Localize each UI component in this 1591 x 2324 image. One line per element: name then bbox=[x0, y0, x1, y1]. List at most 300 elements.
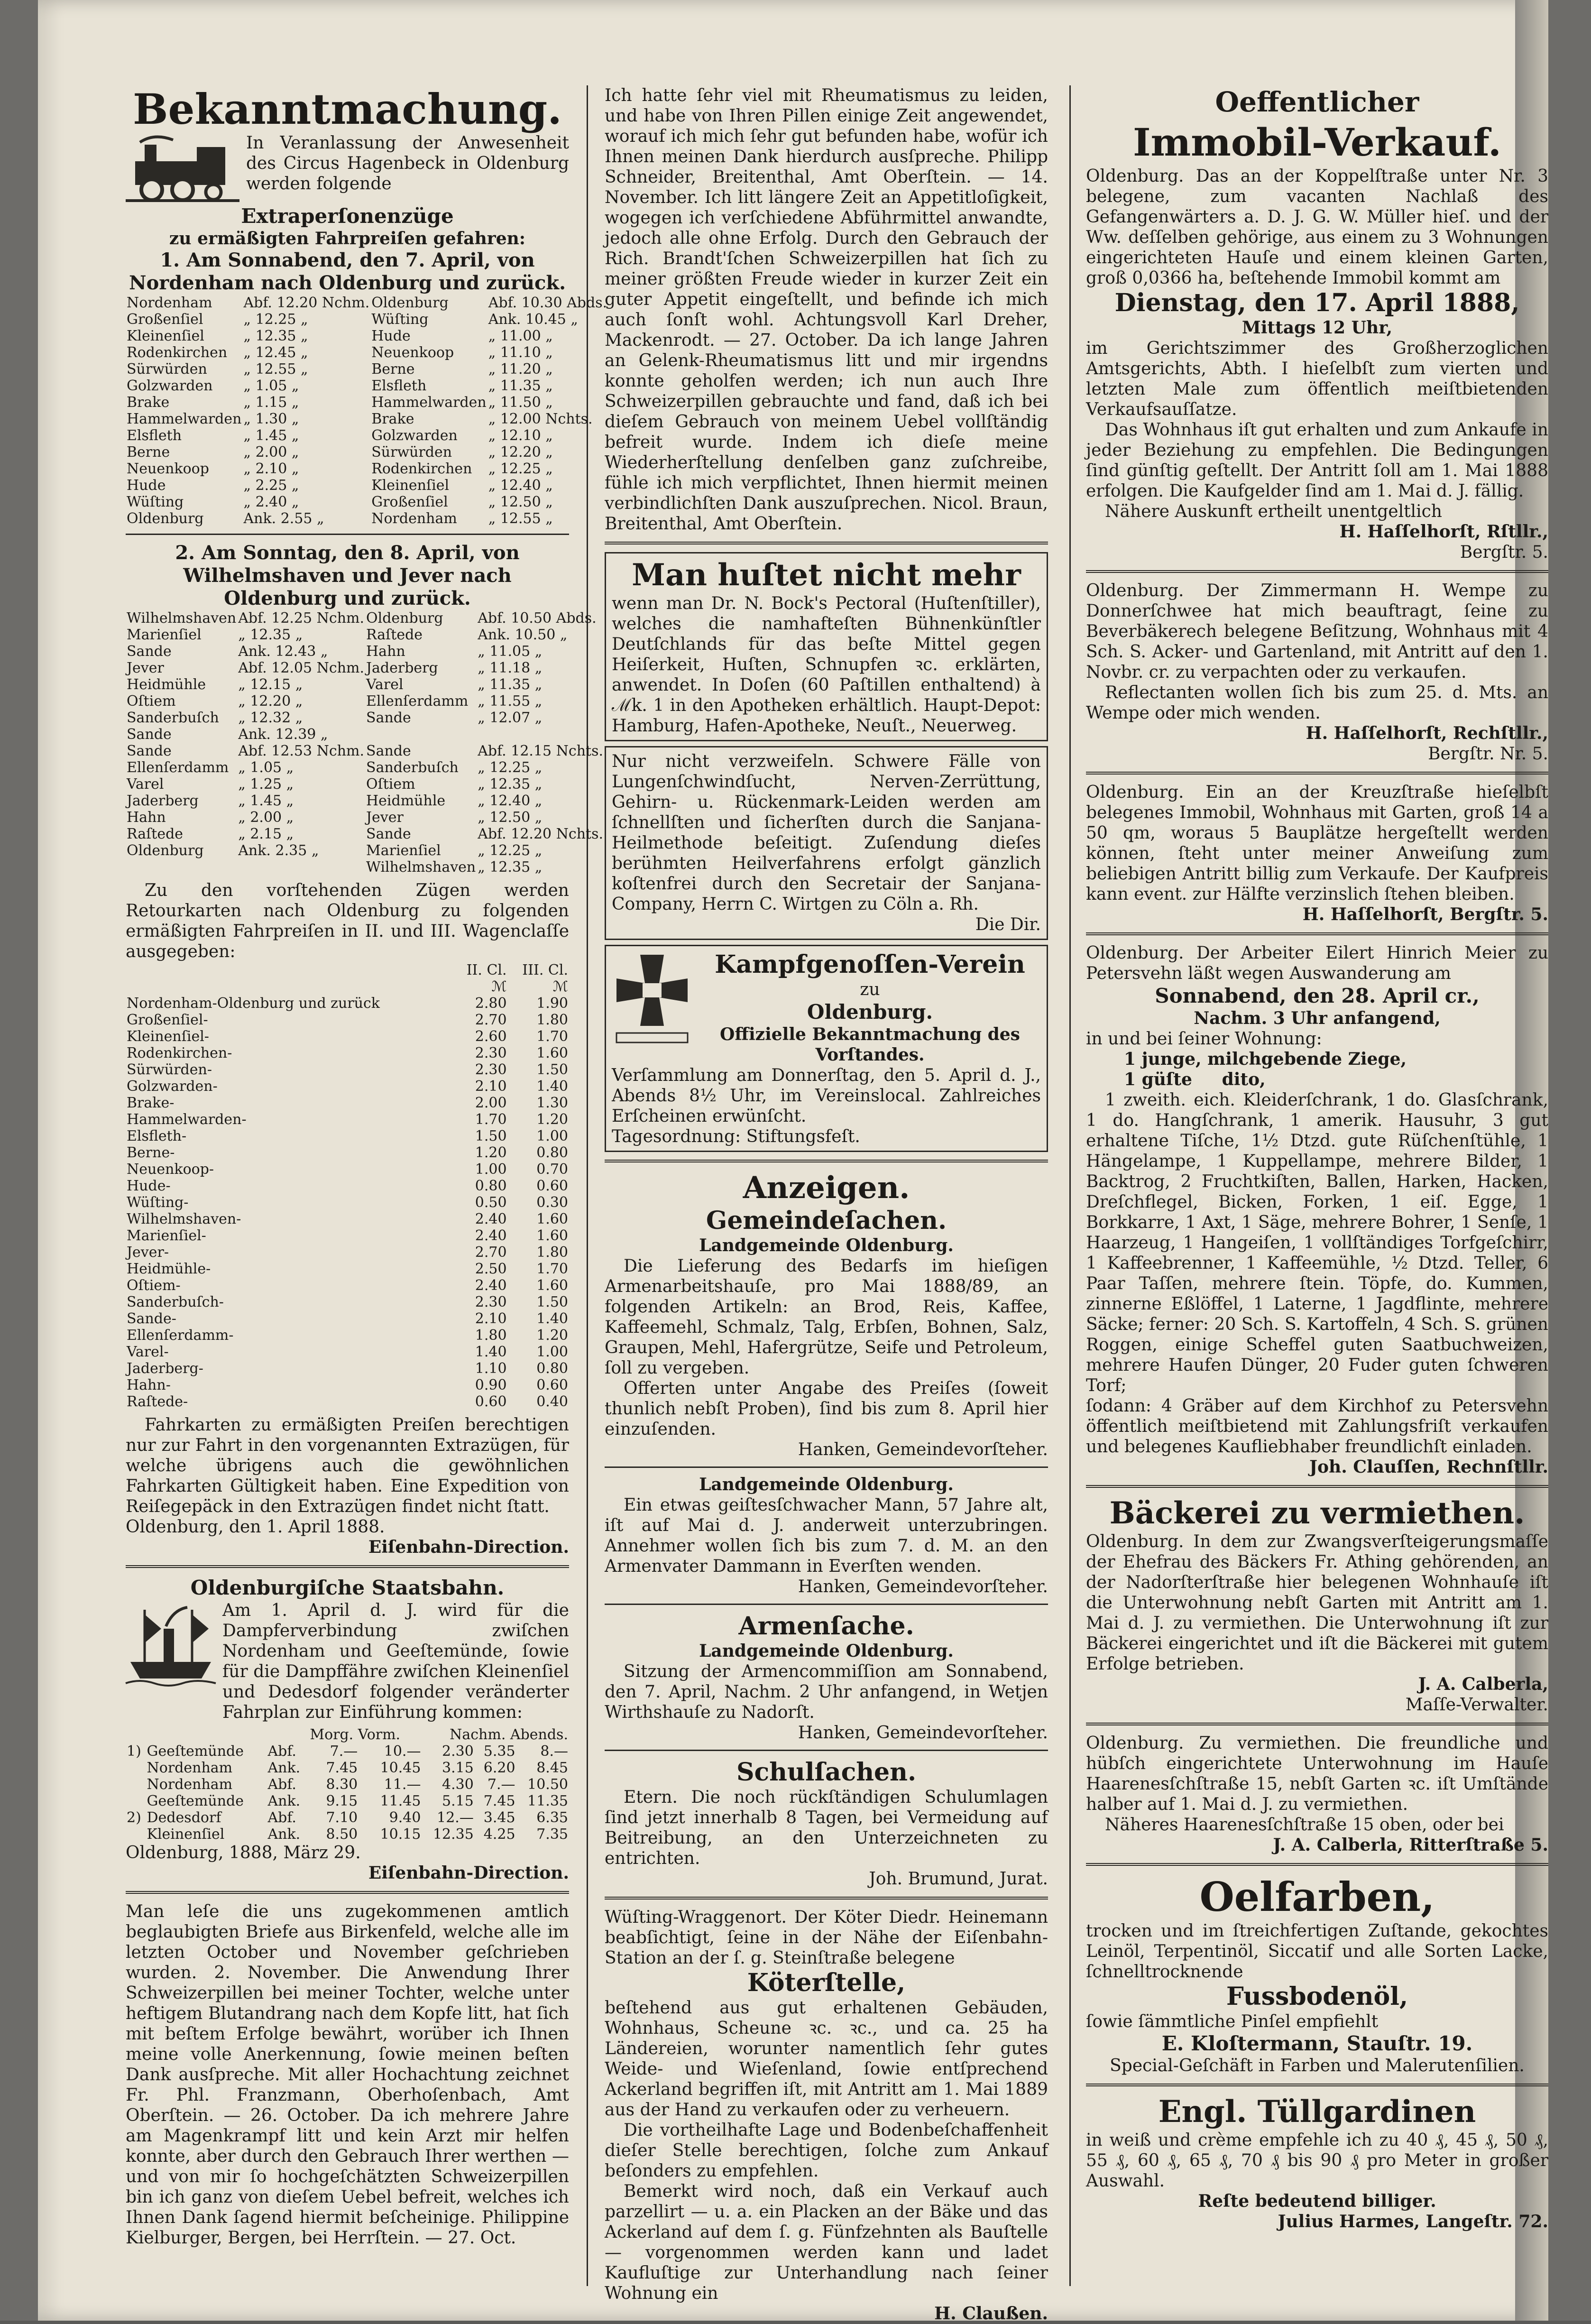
sec2-row bbox=[126, 610, 604, 627]
kreuz-sign: H. Haſſelhorſt, Bergſtr. 5. bbox=[1302, 904, 1548, 924]
ferry-row-cell: 8.— bbox=[540, 1743, 568, 1760]
immobil-text4: Nähere Auskunft ertheilt unentgeltlich bbox=[1105, 502, 1442, 521]
sec2-row-cell: Sande bbox=[366, 743, 411, 759]
sec2-row-cell: „ 12.20 „ bbox=[238, 693, 303, 710]
sec1-row-cell: Sürwürden bbox=[127, 361, 207, 378]
sec2-row-cell: Abf. 10.50 Abds. bbox=[478, 610, 597, 627]
iron-cross-icon bbox=[612, 950, 692, 1045]
price-row-cell: Oſtiem- bbox=[127, 1277, 181, 1294]
meier-text3: ſodann: 4 Gräber auf dem Kirchhof zu Petersvehn öffentlich meiſtbietend mit Zahlungsfriſt verkaufen und belegenes Kaufliebhaber freundlichſt einladen. bbox=[1086, 1396, 1548, 1457]
sec1-row-cell: „ 11.00 „ bbox=[488, 328, 553, 344]
meier-time: Nachm. 3 Uhr anfangend, bbox=[1194, 1008, 1441, 1028]
sec1-row-cell: Ank. 2.55 „ bbox=[243, 510, 324, 527]
price-row-cell: Golzwarden- bbox=[127, 1078, 218, 1095]
price-row-cell: 1.90 bbox=[536, 995, 568, 1012]
price-row-cell: Wilhelmshaven- bbox=[127, 1211, 241, 1227]
ferry-row-cell: 11.45 bbox=[380, 1793, 421, 1809]
bekanntmachung-date: Oldenburg, den 1. April 1888. bbox=[126, 1517, 385, 1537]
price-row-cell: 0.50 bbox=[475, 1194, 507, 1211]
divider bbox=[605, 1604, 1048, 1605]
price-row-cell: 1.00 bbox=[536, 1128, 568, 1144]
price-row-cell: 1.40 bbox=[536, 1078, 568, 1095]
sec2-row bbox=[126, 627, 604, 643]
price-row-cell: 0.80 bbox=[475, 1178, 507, 1194]
sec1-row-cell: Hammelwarden bbox=[127, 411, 242, 427]
gemeinde-text2: Offerten unter Angabe des Preiſes (ſoweit thunlich nebſt Proben), ſind bis zum 8. April hier einzuſenden. bbox=[605, 1379, 1048, 1439]
sec1-row-cell: „ 1.15 „ bbox=[243, 394, 299, 411]
sec2-row-cell: „ 12.35 „ bbox=[478, 776, 543, 793]
bekanntmachung-title: Bekanntmachung. bbox=[133, 84, 562, 134]
sec1-row-cell: Golzwarden bbox=[371, 427, 458, 444]
sec1-row-cell: Großenſiel bbox=[127, 311, 203, 328]
ferry-row-cell: 7.— bbox=[487, 1776, 515, 1793]
sec2-row bbox=[126, 710, 604, 726]
sec1-row-cell: „ 12.25 „ bbox=[243, 311, 308, 328]
price-row-cell: 2.80 bbox=[475, 995, 507, 1012]
price-row-cell: Sanderbuſch- bbox=[127, 1294, 224, 1310]
ferry-row-cell: Geeſtemünde bbox=[147, 1743, 244, 1760]
ferry-row-cell bbox=[126, 1826, 146, 1843]
vermiethen-text: Oldenburg. Zu vermiethen. Die freundliche und hübſch eingerichtete Unterwohnung im Hauſe Haarenesſchſtraße 15, nebſt Garten ꝛc. iſt Umſtände halber auf 1. Mai d. J. zu vermiethen. bbox=[1086, 1734, 1548, 1814]
price-row bbox=[126, 1178, 569, 1194]
sec2-row-cell: „ 12.25 „ bbox=[478, 842, 543, 859]
ferry-row-cell bbox=[126, 1760, 146, 1776]
price-row bbox=[126, 1377, 569, 1393]
price-row-cell: Neuenkoop- bbox=[127, 1161, 214, 1178]
price-row-cell: 1.80 bbox=[536, 1012, 568, 1028]
sec1-timetable bbox=[126, 295, 608, 527]
oelfarben-firm: E. Kloſtermann, Stauſtr. 19. bbox=[1161, 2032, 1473, 2055]
price-row-cell: 1.70 bbox=[475, 1111, 507, 1128]
sec1-row-cell: „ 12.25 „ bbox=[488, 461, 553, 477]
sec2-row-cell: Heidmühle bbox=[366, 793, 446, 809]
staatsbahn-text: Am 1. April d. J. wird für die Dampferverbindung zwiſchen Nordenham und Geeſtemünde, ſowie für die Dampffähre zwiſchen Kleinenſiel und Dedesdorf folgender veränderter Fahrplan zur Einführung kommen: bbox=[222, 1601, 569, 1722]
meier-date: Sonnabend, den 28. April cr., bbox=[1155, 984, 1480, 1007]
sec1-row bbox=[126, 494, 608, 510]
sec1-row-cell: Abf. 10.30 Abds. bbox=[488, 295, 607, 311]
sec2-row-cell: „ 1.45 „ bbox=[238, 793, 294, 809]
sec1-row-cell: Hammelwarden bbox=[371, 394, 487, 411]
sec2-row-cell: Ellenſerdamm bbox=[127, 759, 229, 776]
sec2-row-cell: Hahn bbox=[127, 809, 166, 826]
sanjana-text: Nur nicht verzweifeln. Schwere Fälle von Lungenſchwindſucht, Nerven-Zerrüttung, Gehirn- u. Rückenmark-Leiden werden am ſchnellſten und ſicherſten durch die Sanjana-Heilmethode beſeitigt. Zuſendung dieſes berühmten Heilverfahrens erfolgt gänzlich koſtenfrei durch den Secretair der Sanjana-Company, Herrn C. Wirtgen zu Cöln a. Rh. bbox=[612, 752, 1041, 914]
sec2-row bbox=[126, 743, 604, 759]
ferry-row-cell: Dedesdorf bbox=[147, 1809, 221, 1826]
ferry-row-cell: 10.15 bbox=[380, 1826, 421, 1843]
ferry-row-cell: 1) bbox=[127, 1743, 141, 1760]
sec1-row-cell: „ 12.45 „ bbox=[243, 344, 308, 361]
price-row-cell: 2.40 bbox=[475, 1277, 507, 1294]
immobil-date: Dienstag, den 17. April 1888, bbox=[1114, 288, 1520, 317]
price-row-cell: 1.30 bbox=[536, 1095, 568, 1111]
sec2-row-cell: Jever bbox=[366, 809, 404, 826]
sec2-row-cell: Sande bbox=[127, 726, 172, 743]
sec2-row-cell: Abf. 12.53 Nchm. bbox=[238, 743, 365, 759]
ferry-row-cell: 8.50 bbox=[326, 1826, 358, 1843]
price-row-cell: Kleinenſiel- bbox=[127, 1028, 209, 1045]
sec1-row bbox=[126, 378, 608, 394]
sec1-row-cell: Berne bbox=[371, 361, 415, 378]
price-row bbox=[126, 1012, 569, 1028]
sec1-row-cell: Großenſiel bbox=[371, 494, 448, 510]
sec2-row-cell: Sande bbox=[366, 826, 411, 842]
price-row-cell: 1.20 bbox=[475, 1144, 507, 1161]
ferry-row-cell: Nordenham bbox=[147, 1776, 233, 1793]
meier-sign: Joh. Clauſſen, Rechnſtllr. bbox=[1309, 1457, 1548, 1477]
vermiethen-text2: Näheres Haarenesſchſtraße 15 oben, oder bei bbox=[1105, 1815, 1504, 1835]
price-row-cell: 0.80 bbox=[536, 1144, 568, 1161]
sec2-row bbox=[126, 842, 604, 859]
price-row-cell: Wüſting- bbox=[127, 1194, 189, 1211]
sec1-row bbox=[126, 477, 608, 494]
gemeinde-title: Gemeindeſachen. bbox=[706, 1206, 947, 1235]
testimonials-continued: Ich hatte ſehr viel mit Rheumatismus zu leiden, und habe von Ihren Pillen einige Zeit angewendet, worauf ich mich ſehr gut befunden habe, wofür ich Ihnen meinen Dank hierdurch ausſpreche. Philipp Schneider, Breitenthal, Amt Oberſtein. — 14. November. Ich litt längere Zeit an Appetitloſigkeit, wogegen ich verſchiedene Abführmittel anwandte, jedoch alle ohne Erfolg. Durch den Gebrauch der Rich. Brandt'ſchen Schweizerpillen hat ſich zu meiner größten Freude wieder in kurzer Zeit ein guter Appetit eingeſtellt, und befinde ich mich auch ſonſt wohl. Achtungsvoll Karl Dreher, Mackenrodt. — 27. October. Da ich lange Jahren an Gelenk-Rheumatismus litt und mir irgendns konnte geholfen werden; ich nun auch Ihre Schweizerpillen gebrauchte und fand, daß ich bei dieſem Gebrauch von meinem Uebel vollſtändig befreit wurde. Indem ich dieſe meine Wiederherſtellung denſelben ganz zuſchreibe, fühle ich mich verpflichtet, Ihnen hiermit meinen verbindlichſten Dank auszuſprechen. Nicol. Braun, Breitenthal, Amt Oberſtein. bbox=[605, 86, 1048, 534]
sec1-row-cell: „ 1.05 „ bbox=[243, 378, 299, 394]
sec2-row bbox=[126, 859, 604, 876]
ferry-row-cell: Abf. bbox=[267, 1743, 296, 1760]
price-row-cell: 1.20 bbox=[536, 1111, 568, 1128]
ferry-row-cell: 5.15 bbox=[442, 1793, 474, 1809]
sec2-row-cell: Oſtiem bbox=[366, 776, 415, 793]
price-row-cell: 0.90 bbox=[475, 1377, 507, 1393]
kreuz-text: Oldenburg. Ein an der Kreuzſtraße hieſelbſt belegenes Immobil, Wohnhaus mit Garten, groß 14 a 50 qm, woraus 5 Bauplätze hergeſtellt werden können, ſteht unter meiner Anweiſung zum beliebigen Antritt billig zum Verkaufe. Der Kaufpreis kann event. zur Hälfte verzinslich ſtehen bleiben. bbox=[1086, 783, 1548, 904]
column-3 bbox=[1086, 85, 1548, 2286]
ferry-row-cell: 4.25 bbox=[483, 1826, 515, 1843]
ferry-row-cell: 7.45 bbox=[483, 1793, 515, 1809]
sec1-row-cell: Elsfleth bbox=[371, 378, 427, 394]
divider bbox=[605, 542, 1048, 544]
sec2-row-cell: „ 2.15 „ bbox=[238, 826, 294, 842]
schul-text: Etern. Die noch rückſtändigen Schulumlagen ſind jetzt innerhalb 8 Tagen, bei Vermeidung auf Beitreibung, an den Unterzeichneten zu entrichten. bbox=[605, 1788, 1048, 1868]
sec1-row-cell: Neuenkoop bbox=[371, 344, 454, 361]
ferry-row-cell: Ank. bbox=[267, 1826, 301, 1843]
sec2-row-cell: „ 12.50 „ bbox=[478, 809, 543, 826]
sec1-row-cell: Oldenburg bbox=[127, 510, 204, 527]
tuell-sign: Julius Harmes, Langeſtr. 72. bbox=[1278, 2212, 1548, 2232]
sec2-row-cell: Ank. 10.50 „ bbox=[478, 627, 568, 643]
price-row bbox=[126, 1028, 569, 1045]
sec1-row-cell: „ 12.10 „ bbox=[488, 427, 553, 444]
sec2-row-cell: Abf. 12.25 Nchm. bbox=[238, 610, 365, 627]
price-row bbox=[126, 1393, 569, 1410]
price-row-cell: 0.80 bbox=[536, 1360, 568, 1377]
wempe-sign: H. Haſſelhorſt, Rechſtllr., bbox=[1306, 723, 1548, 743]
ferry-row-cell: 12.35 bbox=[432, 1826, 474, 1843]
armen-sub: Landgemeinde Oldenburg. bbox=[699, 1641, 954, 1661]
price-row-cell: 0.70 bbox=[536, 1161, 568, 1178]
price-row-cell: 2.30 bbox=[475, 1294, 507, 1310]
price-row-cell: Hude- bbox=[127, 1178, 171, 1194]
ferry-row-cell: Abf. bbox=[267, 1809, 296, 1826]
armen-sign: Hanken, Gemeindevorſteher. bbox=[798, 1723, 1048, 1743]
sec2-row-cell bbox=[237, 859, 365, 876]
price-row-cell: 1.00 bbox=[475, 1161, 507, 1178]
locomotive-icon bbox=[126, 133, 239, 204]
husten-title: Man huſtet nicht mehr bbox=[632, 557, 1021, 593]
manlese-text: Man leſe die uns zugekommenen amtlich beglaubigten Briefe aus Birkenfeld, welche alle im letzten October und November geſchrieben wurden. 2. November. Die Anwendung Ihrer Schweizerpillen bei meiner Tochter, welche unter heftigem Blutandrang nach dem Kopfe litt, hat ſich mit beſtem Erfolge bewährt, worüber ich Ihnen meine volle Anerkennung, ſowie meinen beſten Dank ausſpreche. Mit aller Hochachtung zeichnet Fr. Phl. Franzmann, Oberhoſenbach, Amt Oberſtein. — 26. October. Da ich mehrere Jahre am Magenkrampf litt und kein Arzt mir helfen konnte, aber durch den Gebrauch Ihrer werthen — und von mir ſo hochgeſchätzten Schweizerpillen bin ich ganz von dieſem Uebel befreit, welches ich Ihnen Dank ſagend hiermit beſcheinige. Philippine Kielburger, Bergen, bei Herrſtein. — 27. Oct. bbox=[126, 1902, 569, 2248]
kampf-header bbox=[612, 950, 1041, 1065]
column-rule-2 bbox=[1069, 85, 1071, 2286]
price-row-cell: 1.70 bbox=[536, 1261, 568, 1277]
koeter-title: Köterſtelle, bbox=[747, 1968, 906, 1997]
sec1-row-cell: „ 11.50 „ bbox=[488, 394, 553, 411]
sec2-timetable bbox=[126, 610, 604, 876]
sec1-row bbox=[126, 444, 608, 461]
ferry-row-cell: 10.— bbox=[384, 1743, 421, 1760]
sec2-row-cell: Ank. 12.43 „ bbox=[238, 643, 328, 660]
sanjana-ad bbox=[605, 746, 1048, 940]
price-row bbox=[126, 1244, 569, 1261]
sec1-row-cell: Hude bbox=[371, 328, 411, 344]
price-row bbox=[126, 1061, 569, 1078]
price-row bbox=[126, 1294, 569, 1310]
price-row bbox=[126, 1078, 569, 1095]
armen-title: Armenſache. bbox=[738, 1612, 914, 1641]
divider bbox=[1086, 772, 1548, 775]
price-row-cell: Rodenkirchen- bbox=[127, 1045, 232, 1061]
sec2-row-cell: „ 12.40 „ bbox=[478, 793, 543, 809]
sec2-row-cell: Sande bbox=[366, 710, 411, 726]
schul-title: Schulſachen. bbox=[736, 1758, 917, 1787]
price-row-cell: 1.60 bbox=[536, 1211, 568, 1227]
baeckerei-text: Oldenburg. In dem zur Zwangsverſteigerungsmaſſe der Ehefrau des Bäckers Fr. Athing gehörenden, an der Nadorſterſtraße hier belegenen Wohnhauſe iſt die Unterwohnung nebſt Garten mit Antritt am 1. Mai d. J. zu vermiethen. Die Unterwohnung iſt zur Bäckerei eingerichtet und iſt die Bäckerei mit gutem Erfolge betrieben. bbox=[1086, 1532, 1548, 1674]
immobil-sign: H. Haſſelhorſt, Rſtllr., bbox=[1339, 522, 1548, 542]
sec1-row-cell: Berne bbox=[127, 444, 170, 461]
sec1-row bbox=[126, 510, 608, 527]
ferry-row-cell: 2) bbox=[127, 1809, 141, 1826]
sec2-row-cell: Sande bbox=[127, 643, 172, 660]
sec2-row-cell: Ank. 12.39 „ bbox=[238, 726, 328, 743]
sec2-row-cell: Oſtiem bbox=[127, 693, 176, 710]
price-row-cell: 1.50 bbox=[536, 1061, 568, 1078]
price-row-cell: 2.40 bbox=[475, 1211, 507, 1227]
sec1-row-cell: Rodenkirchen bbox=[127, 344, 228, 361]
price-row bbox=[126, 1095, 569, 1111]
bekanntmachung-intro: In Veranlassung der Anwesenheit des Circus Hagenbeck in Oldenburg werden folgende bbox=[246, 133, 569, 194]
kampf-order: Tagesordnung: Stiftungsfeſt. bbox=[612, 1127, 860, 1146]
divider bbox=[1086, 2084, 1548, 2086]
ferry-row-cell: 3.45 bbox=[483, 1809, 515, 1826]
price-row bbox=[126, 1194, 569, 1211]
sec2-row-cell: Oldenburg bbox=[127, 842, 204, 859]
price-row-cell: 2.70 bbox=[475, 1012, 507, 1028]
sec2-row-cell: „ 12.35 „ bbox=[478, 859, 543, 876]
staatsbahn-sign: Eiſenbahn-Direction. bbox=[368, 1863, 569, 1883]
price-row-cell: 1.00 bbox=[536, 1344, 568, 1360]
sec1-row-cell: „ 2.10 „ bbox=[243, 461, 299, 477]
sec2-row-cell: Oldenburg bbox=[366, 610, 443, 627]
ferry-row-cell: 6.35 bbox=[536, 1809, 568, 1826]
price-row bbox=[126, 1128, 569, 1144]
divider bbox=[605, 1160, 1048, 1162]
oelfarben-spec: Special-Geſchäft in Farben und Malerutenſilien. bbox=[1110, 2056, 1525, 2075]
price-row-cell: Hahn- bbox=[127, 1377, 171, 1393]
price-head-2: II. Cl. bbox=[466, 962, 507, 978]
koeter-text3: Bemerkt wird noch, daß ein Verkauf auch parzellirt — u. a. ein Placken an der Bäke und das Ackerland auf dem ſ. g. Fünfzehnten als Bauſtelle — vorgenommen werden kann und ladet Kaufluſtige zur Unterhandlung nach ſeiner Wohnung ein bbox=[605, 2182, 1048, 2303]
price-row bbox=[126, 1161, 569, 1178]
price-row bbox=[126, 1344, 569, 1360]
ferry-row-cell: 4.30 bbox=[442, 1776, 474, 1793]
price-row bbox=[126, 1310, 569, 1327]
meier-item1: 1 junge, milchgebende Ziege, bbox=[1124, 1049, 1407, 1069]
sec2-row-cell: Ank. 2.35 „ bbox=[238, 842, 319, 859]
sec2-row-cell: „ 11.05 „ bbox=[478, 643, 543, 660]
divider bbox=[1086, 1723, 1548, 1725]
price-row-cell: 1.60 bbox=[536, 1045, 568, 1061]
ferry-row-cell: 10.50 bbox=[527, 1776, 568, 1793]
tuell-text: in weiß und crème empfehle ich zu 40 ₰, 45 ₰, 50 ₰, 55 ₰, 60 ₰, 65 ₰, 70 ₰ bis 90 ₰ pro Meter in großer Auswahl. bbox=[1086, 2130, 1548, 2191]
price-row-cell: Jaderberg- bbox=[127, 1360, 203, 1377]
koeter-sign: H. Claußen. bbox=[934, 2304, 1048, 2324]
baeckerei-title: Bäckerei zu vermiethen. bbox=[1109, 1495, 1525, 1531]
sec1-row-cell: Neuenkoop bbox=[127, 461, 209, 477]
divider bbox=[1086, 932, 1548, 935]
sec2-row-cell: Wilhelmshaven bbox=[127, 610, 237, 627]
price-row-cell: 1.40 bbox=[475, 1344, 507, 1360]
gemeinde-text: Die Lieferung des Bedarfs im hieſigen Armenarbeitshauſe, pro Mai 1888/89, an folgenden Artikeln: an Brod, Reis, Kaffee, Kaffeemehl, Schmalz, Talg, Erbſen, Bohnen, Salz, Graupen, Mehl, Hafergrütze, Seife und Petroleum, ſoll zu vergeben. bbox=[605, 1256, 1048, 1378]
kampf-text: Verſammlung am Donnerſtag, den 5. April d. J., Abends 8½ Uhr, im Vereinslocal. Zahlreiches Erſcheinen erwünſcht. bbox=[612, 1066, 1041, 1126]
sec2-row-cell: Jaderberg bbox=[366, 660, 438, 676]
ferry-row-cell: Kleinenſiel bbox=[147, 1826, 225, 1843]
sec2-row-cell: Wilhelmshaven bbox=[366, 859, 476, 876]
price-row-cell: 0.60 bbox=[536, 1377, 568, 1393]
sec1-row bbox=[126, 461, 608, 477]
bekanntmachung-sign: Eiſenbahn-Direction. bbox=[368, 1537, 569, 1557]
staatsbahn-title: Oldenburgiſche Staatsbahn. bbox=[190, 1576, 505, 1599]
price-row-cell: Großenſiel- bbox=[127, 1012, 208, 1028]
ferry-row bbox=[126, 1826, 569, 1843]
ferry-row-cell: 7.10 bbox=[326, 1809, 358, 1826]
sec1-row-cell: „ 12.55 „ bbox=[243, 361, 308, 378]
sec1-row-cell: Nordenham bbox=[371, 510, 457, 527]
sec1-row-cell: „ 12.55 „ bbox=[488, 510, 553, 527]
sec2-row-cell: „ 11.18 „ bbox=[478, 660, 543, 676]
divider bbox=[605, 1466, 1048, 1468]
price-row-cell: 1.60 bbox=[536, 1227, 568, 1244]
sec2-row-cell: Heidmühle bbox=[127, 676, 206, 693]
staatsbahn-date: Oldenburg, 1888, März 29. bbox=[126, 1843, 361, 1863]
sec2-row-cell: „ 2.00 „ bbox=[238, 809, 294, 826]
ferry-row-cell: 7.— bbox=[330, 1743, 358, 1760]
sec1-row bbox=[126, 394, 608, 411]
price-row-cell: 1.60 bbox=[536, 1277, 568, 1294]
sec1-row-cell: „ 12.50 „ bbox=[488, 494, 553, 510]
vermiethen-sign: J. A. Calberla, Ritterſtraße 5. bbox=[1273, 1835, 1548, 1855]
sec2-row bbox=[126, 676, 604, 693]
sec2-row-cell: „ 1.25 „ bbox=[238, 776, 294, 793]
sec2-row-cell: Abf. 12.20 Nchts. bbox=[478, 826, 604, 842]
ferry-row bbox=[126, 1743, 569, 1760]
sec1-row-cell: Kleinenſiel bbox=[371, 477, 450, 494]
staatsbahn-block bbox=[126, 1600, 569, 1723]
sec2-row-cell: Abf. 12.15 Nchts. bbox=[478, 743, 604, 759]
ferry-row-cell: 6.20 bbox=[483, 1760, 515, 1776]
sec2-row-cell: „ 12.07 „ bbox=[478, 710, 543, 726]
sec1-row-cell: Oldenburg bbox=[371, 295, 449, 311]
ferry-row-cell: 2.30 bbox=[442, 1743, 474, 1760]
sec2-row-cell: Sanderbuſch bbox=[366, 759, 459, 776]
price-row-cell: 2.10 bbox=[475, 1310, 507, 1327]
closing-text: Fahrkarten zu ermäßigten Preiſen berechtigen nur zur Fahrt in den vorgenannten Extrazügen, für welche übrigens auch die gewöhnlichen Fahrkarten Gültigkeit haben. Eine Expedition von Reiſegepäck in den Extrazügen findet nicht ſtatt. bbox=[126, 1415, 569, 1516]
sec1-row-cell: Ank. 10.45 „ bbox=[488, 311, 578, 328]
sec1-row-cell: „ 2.40 „ bbox=[243, 494, 299, 510]
meier-item2: 1 güſte dito, bbox=[1124, 1070, 1266, 1089]
sec1-row-cell: „ 12.00 Nchts. bbox=[488, 411, 593, 427]
column-1 bbox=[126, 84, 607, 2286]
sec1-row-cell: Sürwürden bbox=[371, 444, 452, 461]
ferry-row bbox=[126, 1760, 569, 1776]
sec2-row-cell: Abf. 12.05 Nchm. bbox=[238, 660, 365, 676]
price-row-cell: 0.60 bbox=[536, 1178, 568, 1194]
kampf-title: Kampfgenoſſen-Verein bbox=[715, 950, 1025, 979]
divider bbox=[1086, 1863, 1548, 1866]
kampf-ad bbox=[605, 945, 1048, 1152]
ferry-row-cell: 10.45 bbox=[380, 1760, 421, 1776]
sec2-row bbox=[126, 776, 604, 793]
sec2-row-cell bbox=[126, 859, 237, 876]
sec2-row bbox=[126, 759, 604, 776]
ferry-row-cell bbox=[126, 1793, 146, 1809]
sec2-row bbox=[126, 809, 604, 826]
sec1-title: 1. Am Sonnabend, den 7. April, von Nordenham nach Oldenburg und zurück. bbox=[129, 249, 566, 294]
sec1-row-cell: Golzwarden bbox=[127, 378, 213, 394]
price-row-cell: 1.80 bbox=[475, 1327, 507, 1344]
sec1-row bbox=[126, 411, 608, 427]
price-row-cell: Elsfleth- bbox=[127, 1128, 187, 1144]
baeckerei-sign2: Maſſe-Verwalter. bbox=[1405, 1695, 1548, 1715]
sec2-row-cell: „ 12.25 „ bbox=[478, 759, 543, 776]
price-row bbox=[126, 1327, 569, 1344]
sec2-row bbox=[126, 826, 604, 842]
price-row bbox=[126, 995, 569, 1012]
ferry-row-cell: Ank. bbox=[267, 1793, 301, 1809]
ferry-row-cell: 12.— bbox=[437, 1809, 474, 1826]
sec1-row-cell: „ 1.45 „ bbox=[243, 427, 299, 444]
price-row bbox=[126, 1277, 569, 1294]
wempe-addr: Bergſtr. Nr. 5. bbox=[1428, 744, 1548, 764]
oelfarben-title: Oelfarben, bbox=[1199, 1873, 1435, 1920]
tuell-title: Engl. Tüllgardinen bbox=[1158, 2094, 1476, 2130]
baeckerei-sign: J. A. Calberla, bbox=[1418, 1674, 1548, 1694]
bekanntmachung-intro-block bbox=[126, 133, 569, 204]
sec2-row-cell: „ 1.05 „ bbox=[238, 759, 294, 776]
sec2-row-cell: Varel bbox=[127, 776, 164, 793]
immobil-time: Mittags 12 Uhr, bbox=[1242, 318, 1393, 338]
koeter-intro: Wüſting-Wraggenort. Der Köter Diedr. Heinemann beabſichtigt, ſeine in der Nähe der Eiſenbahn-Station an der ſ. g. Steinſtraße belegene bbox=[605, 1908, 1048, 1968]
price-row-cell: 0.60 bbox=[475, 1393, 507, 1410]
ferry-row-cell: 8.45 bbox=[536, 1760, 568, 1776]
gemeinde2-text: Ein etwas geiſtesſchwacher Mann, 57 Jahre alt, iſt auf Mai d. J. anderweit unterzubringen. Annehmer wollen ſich bis zum 7. d. M. an den Armenvater Dammann in Everſten wenden. bbox=[605, 1495, 1048, 1576]
steamship-icon bbox=[126, 1600, 216, 1690]
sec1-row-cell: Kleinenſiel bbox=[127, 328, 204, 344]
ferry-row-cell: 9.40 bbox=[389, 1809, 421, 1826]
sec2-row-cell: Hahn bbox=[366, 643, 405, 660]
sec2-row-cell: Sanderbuſch bbox=[127, 710, 219, 726]
sec1-row-cell: Abf. 12.20 Nchm. bbox=[243, 295, 370, 311]
sec2-row-cell: Jever bbox=[127, 660, 164, 676]
sec1-row bbox=[126, 295, 608, 311]
price-row bbox=[126, 1227, 569, 1244]
meier-text: Oldenburg. Der Arbeiter Eilert Hinrich Meier zu Petersvehn läßt wegen Auswanderung am bbox=[1086, 943, 1548, 983]
sec1-row bbox=[126, 328, 608, 344]
oelfarben-text2: ſowie ſämmtliche Pinſel empfiehlt bbox=[1086, 2012, 1379, 2031]
sec2-row-cell: „ 11.55 „ bbox=[478, 693, 543, 710]
kampf-heading bbox=[699, 950, 1041, 1065]
immobil-text: Oldenburg. Das an der Koppelſtraße unter Nr. 3 belegene, zum vacanten Nachlaß des Gefangenwärters a. D. J. G. W. Müller hieſ. und der Ww. deſſelben gehörige, aus einem zu 3 Wohnungen eingerichteten Hauſe und einem kleinen Garten, groß 0,0366 ha, beſtehende Immobil kommt am bbox=[1086, 166, 1548, 288]
price-row-cell: 1.50 bbox=[536, 1294, 568, 1310]
sec2-row-cell: „ 12.32 „ bbox=[238, 710, 303, 726]
sec1-row-cell: Rodenkirchen bbox=[371, 461, 472, 477]
